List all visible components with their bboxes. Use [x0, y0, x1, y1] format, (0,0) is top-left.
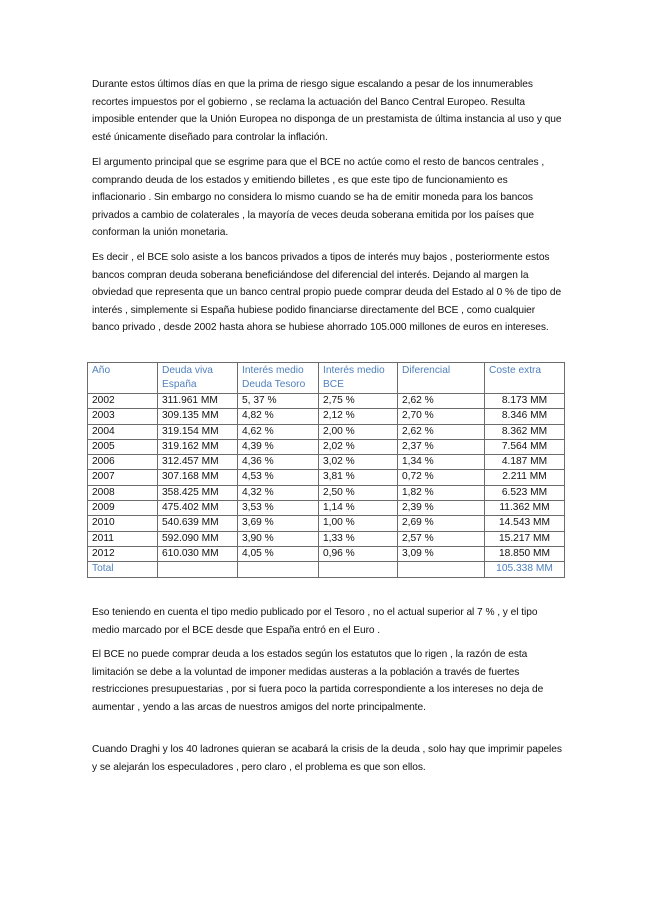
cell-treasury-rate: 4,32 % [238, 485, 319, 500]
table-row [88, 455, 565, 470]
table-row [88, 485, 565, 500]
cell-treasury-rate: 3,69 % [238, 516, 319, 531]
cell-treasury-rate: 4,53 % [238, 470, 319, 485]
cell-extra-cost: 14.543 MM [485, 516, 565, 531]
paragraph-argument: El argumento principal que se esgrime para que el BCE no actúe como el resto de bancos centrales , comprando deuda de los estados y emitiendo billetes , es que este tipo de funcionamiento es inflacionario . Sin embargo no considera lo mismo cuando se ha de emitir moneda para los bancos privados a cambio de colaterales , la mayoría de veces deuda soberana emitida por los países que conforman la unión monetaria. [92, 157, 545, 239]
paragraph-treasury-note: Eso teniendo en cuenta el tipo medio publicado por el Tesoro , no el actual superior al 7 % , y el tipo medio marcado por el BCE desde que España entró en el Euro . [92, 607, 538, 636]
cell-year: 2012 [88, 546, 158, 561]
cell-year: 2006 [88, 455, 158, 470]
table-row [88, 424, 565, 439]
paragraph-statutes: El BCE no puede comprar deuda a los estados según los estatutos que lo rigen , la razón de esta limitación se debe a la voluntad de imponer medidas austeras a la población a través de fuertes restricciones presupuestarias , por si fuera poco la partida correspondiente a los intereses no deja de aumentar , yendo a las arcas de nuestros amigos del norte principalmente. [92, 649, 544, 713]
cell-extra-cost: 6.523 MM [485, 485, 565, 500]
header-spread: Diferencial [398, 363, 485, 394]
table-row [88, 409, 565, 424]
cell-debt: 358.425 MM [158, 485, 238, 500]
table-row [88, 439, 565, 454]
debt-interest-table [87, 362, 565, 578]
cell-extra-cost: 8.346 MM [485, 409, 565, 424]
cell-year: 2003 [88, 409, 158, 424]
total-label: Total [88, 562, 158, 578]
table-row [88, 501, 565, 516]
cell-spread: 2,57 % [398, 531, 485, 546]
cell-year: 2010 [88, 516, 158, 531]
table-row [88, 470, 565, 485]
cell-debt: 312.457 MM [158, 455, 238, 470]
cell-debt: 319.162 MM [158, 439, 238, 454]
cell-year: 2011 [88, 531, 158, 546]
cell-extra-cost: 8.362 MM [485, 424, 565, 439]
header-treasury-rate: Interés medio Deuda Tesoro [238, 363, 319, 394]
cell-debt: 309.135 MM [158, 409, 238, 424]
paragraph-interest: Es decir , el BCE solo asiste a los bancos privados a tipos de interés muy bajos , posteriormente estos bancos compran deuda soberana beneficiándose del diferencial del interés. Dejando al margen la obviedad que representa que un banco central propio puede comprar deuda del Estado al 0 % de tipo de interés , simplemente si España hubiese podido financiarse directamente del BCE , como cualquier banco privado , desde 2002 hasta ahora se hubiese ahorrado 105.000 millones de euros en intereses. [92, 252, 562, 334]
paragraph-intro: Durante estos últimos días en que la prima de riesgo sigue escalando a pesar de los innumerables recortes impuestos por el gobierno , se reclama la actuación del Banco Central Europeo. Resulta imposible entender que la Unión Europea no disponga de un prestamista de última instancia al uso y que esté únicamente diseñado para controlar la inflación. [92, 79, 562, 143]
table-total-row [88, 562, 565, 578]
cell-debt: 592.090 MM [158, 531, 238, 546]
cell-extra-cost: 15.217 MM [485, 531, 565, 546]
cell-ecb-rate: 1,00 % [319, 516, 398, 531]
cell-spread: 1,34 % [398, 455, 485, 470]
cell-ecb-rate: 1,14 % [319, 501, 398, 516]
cell-debt: 307.168 MM [158, 470, 238, 485]
table-row [88, 516, 565, 531]
table-row [88, 531, 565, 546]
header-extra-cost: Coste extra [485, 363, 565, 394]
cell-ecb-rate: 0,96 % [319, 546, 398, 561]
cell-year: 2009 [88, 501, 158, 516]
cell-treasury-rate: 3,90 % [238, 531, 319, 546]
cell-treasury-rate: 4,39 % [238, 439, 319, 454]
cell-ecb-rate: 2,75 % [319, 394, 398, 409]
cell-debt: 540.639 MM [158, 516, 238, 531]
cell-treasury-rate: 4,62 % [238, 424, 319, 439]
cell-ecb-rate: 2,00 % [319, 424, 398, 439]
cell-extra-cost: 2.211 MM [485, 470, 565, 485]
table-row [88, 546, 565, 561]
cell-treasury-rate: 4,36 % [238, 455, 319, 470]
cell-spread: 2,62 % [398, 394, 485, 409]
cell-spread: 2,70 % [398, 409, 485, 424]
cell-extra-cost: 8.173 MM [485, 394, 565, 409]
cell-ecb-rate: 2,02 % [319, 439, 398, 454]
table-header-row [88, 363, 565, 394]
table-cell [319, 562, 398, 578]
table-cell [158, 562, 238, 578]
cell-ecb-rate: 2,50 % [319, 485, 398, 500]
cell-spread: 1,82 % [398, 485, 485, 500]
total-value: 105.338 MM [485, 562, 565, 578]
cell-treasury-rate: 5, 37 % [238, 394, 319, 409]
header-year: Año [88, 363, 158, 394]
cell-ecb-rate: 3,81 % [319, 470, 398, 485]
cell-year: 2002 [88, 394, 158, 409]
cell-treasury-rate: 4,05 % [238, 546, 319, 561]
cell-extra-cost: 7.564 MM [485, 439, 565, 454]
cell-debt: 319.154 MM [158, 424, 238, 439]
cell-debt: 610.030 MM [158, 546, 238, 561]
cell-extra-cost: 11.362 MM [485, 501, 565, 516]
table-row [88, 394, 565, 409]
cell-debt: 475.402 MM [158, 501, 238, 516]
header-ecb-rate: Interés medio BCE [319, 363, 398, 394]
cell-spread: 2,39 % [398, 501, 485, 516]
cell-ecb-rate: 1,33 % [319, 531, 398, 546]
cell-year: 2007 [88, 470, 158, 485]
cell-year: 2005 [88, 439, 158, 454]
cell-spread: 2,69 % [398, 516, 485, 531]
header-debt: Deuda viva España [158, 363, 238, 394]
cell-extra-cost: 4.187 MM [485, 455, 565, 470]
cell-year: 2004 [88, 424, 158, 439]
cell-extra-cost: 18.850 MM [485, 546, 565, 561]
cell-ecb-rate: 3,02 % [319, 455, 398, 470]
cell-treasury-rate: 4,82 % [238, 409, 319, 424]
cell-spread: 2,37 % [398, 439, 485, 454]
cell-spread: 2,62 % [398, 424, 485, 439]
table-cell [238, 562, 319, 578]
cell-ecb-rate: 2,12 % [319, 409, 398, 424]
cell-treasury-rate: 3,53 % [238, 501, 319, 516]
cell-spread: 3,09 % [398, 546, 485, 561]
cell-year: 2008 [88, 485, 158, 500]
cell-debt: 311.961 MM [158, 394, 238, 409]
cell-spread: 0,72 % [398, 470, 485, 485]
table-cell [398, 562, 485, 578]
paragraph-conclusion: Cuando Draghi y los 40 ladrones quieran se acabará la crisis de la deuda , solo hay que imprimir papeles y se alejarán los especuladores , pero claro , el problema es que son ellos. [92, 744, 562, 773]
